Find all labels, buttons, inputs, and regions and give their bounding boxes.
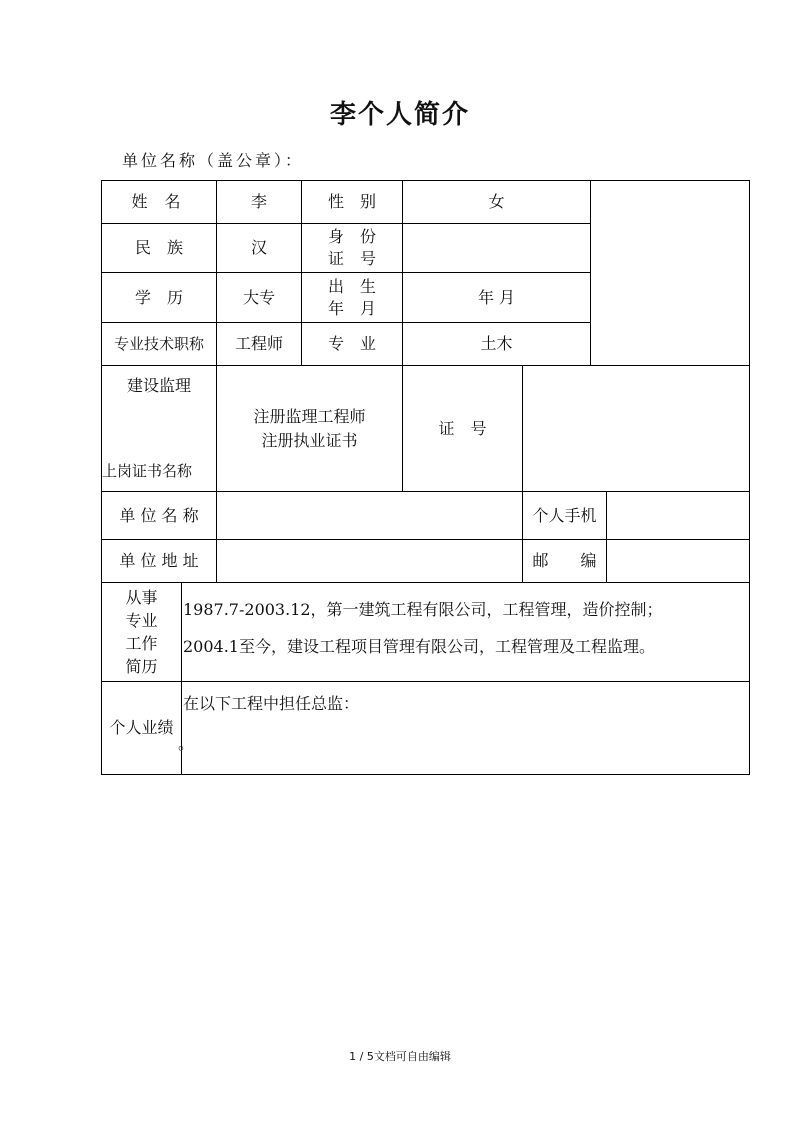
name-value[interactable]: 李 bbox=[250, 192, 267, 211]
performance-label: 个人业绩 bbox=[109, 718, 174, 737]
birth-date-label bbox=[302, 273, 402, 322]
birth-date-label-line1: 出 生 bbox=[327, 276, 376, 296]
certificate-name-value-line1: 注册监理工程师 bbox=[253, 406, 366, 426]
career-entry: 2004.1至今，建设工程项目管理有限公司，工程管理及工程监理。 bbox=[183, 637, 655, 656]
career-history-label-line: 简历 bbox=[125, 657, 158, 676]
certificate-name-label bbox=[102, 366, 216, 491]
table-border bbox=[101, 774, 750, 775]
career-history-label bbox=[102, 583, 181, 681]
page-footer: 1 / 5文档可自由编辑 bbox=[349, 1050, 451, 1063]
unit-address-label: 单 位 地 址 bbox=[119, 551, 199, 570]
certificate-name-value[interactable] bbox=[217, 366, 402, 491]
unit-name-label: 单 位 名 称 bbox=[119, 505, 199, 525]
mobile-label: 个人手机 bbox=[532, 505, 597, 525]
id-number-label-line2: 证 号 bbox=[327, 249, 376, 268]
unit-name-stamp-line: 单位名称（盖公章）： bbox=[122, 151, 305, 170]
gender-value[interactable]: 女 bbox=[488, 192, 505, 211]
birth-date-value[interactable]: 年 月 bbox=[477, 287, 516, 307]
birth-date-label-line2: 年 月 bbox=[327, 298, 376, 318]
certificate-number-value[interactable] bbox=[523, 366, 749, 491]
career-entry: 1987.7-2003.12，第一建筑工程有限公司，工程管理，造价控制； bbox=[183, 600, 663, 619]
certificate-name-label-line1: 建设监理 bbox=[126, 376, 191, 395]
certificate-number-label: 证 号 bbox=[438, 418, 487, 438]
mobile-value[interactable] bbox=[607, 492, 749, 539]
performance-intro: 在以下工程中担任总监： bbox=[183, 694, 360, 713]
performance-end: 。 bbox=[178, 734, 195, 753]
performance-content[interactable] bbox=[178, 682, 748, 774]
professional-title-value[interactable]: 工程师 bbox=[234, 334, 283, 353]
gender-label: 性 别 bbox=[327, 192, 376, 211]
id-number-label bbox=[302, 224, 402, 272]
name-label: 姓 名 bbox=[131, 192, 187, 211]
unit-address-value[interactable] bbox=[217, 540, 522, 582]
id-number-label-line1: 身 份 bbox=[327, 227, 376, 246]
page-title: 李个人简介 bbox=[329, 100, 470, 130]
career-history-label-line: 专业 bbox=[125, 611, 158, 630]
id-number-value[interactable] bbox=[403, 224, 590, 272]
education-label: 学 历 bbox=[134, 287, 183, 307]
career-history-label-line: 工作 bbox=[125, 634, 158, 653]
career-history-label-line: 从事 bbox=[125, 588, 158, 607]
career-history-content[interactable] bbox=[183, 583, 748, 681]
ethnicity-label: 民 族 bbox=[134, 238, 183, 257]
postcode-label: 邮 编 bbox=[532, 551, 597, 570]
professional-title-label: 专业技术职称 bbox=[113, 335, 204, 353]
unit-name-value[interactable] bbox=[217, 492, 522, 539]
table-border bbox=[749, 180, 750, 775]
education-value[interactable]: 大专 bbox=[242, 287, 275, 307]
photo-area[interactable] bbox=[591, 181, 749, 365]
certificate-name-label-line2: 上岗证书名称 bbox=[102, 462, 193, 480]
major-value[interactable]: 土木 bbox=[480, 334, 513, 353]
ethnicity-value[interactable]: 汉 bbox=[250, 238, 267, 257]
major-label: 专 业 bbox=[327, 334, 376, 353]
certificate-name-value-line2: 注册执业证书 bbox=[261, 430, 358, 450]
postcode-value[interactable] bbox=[607, 540, 749, 582]
